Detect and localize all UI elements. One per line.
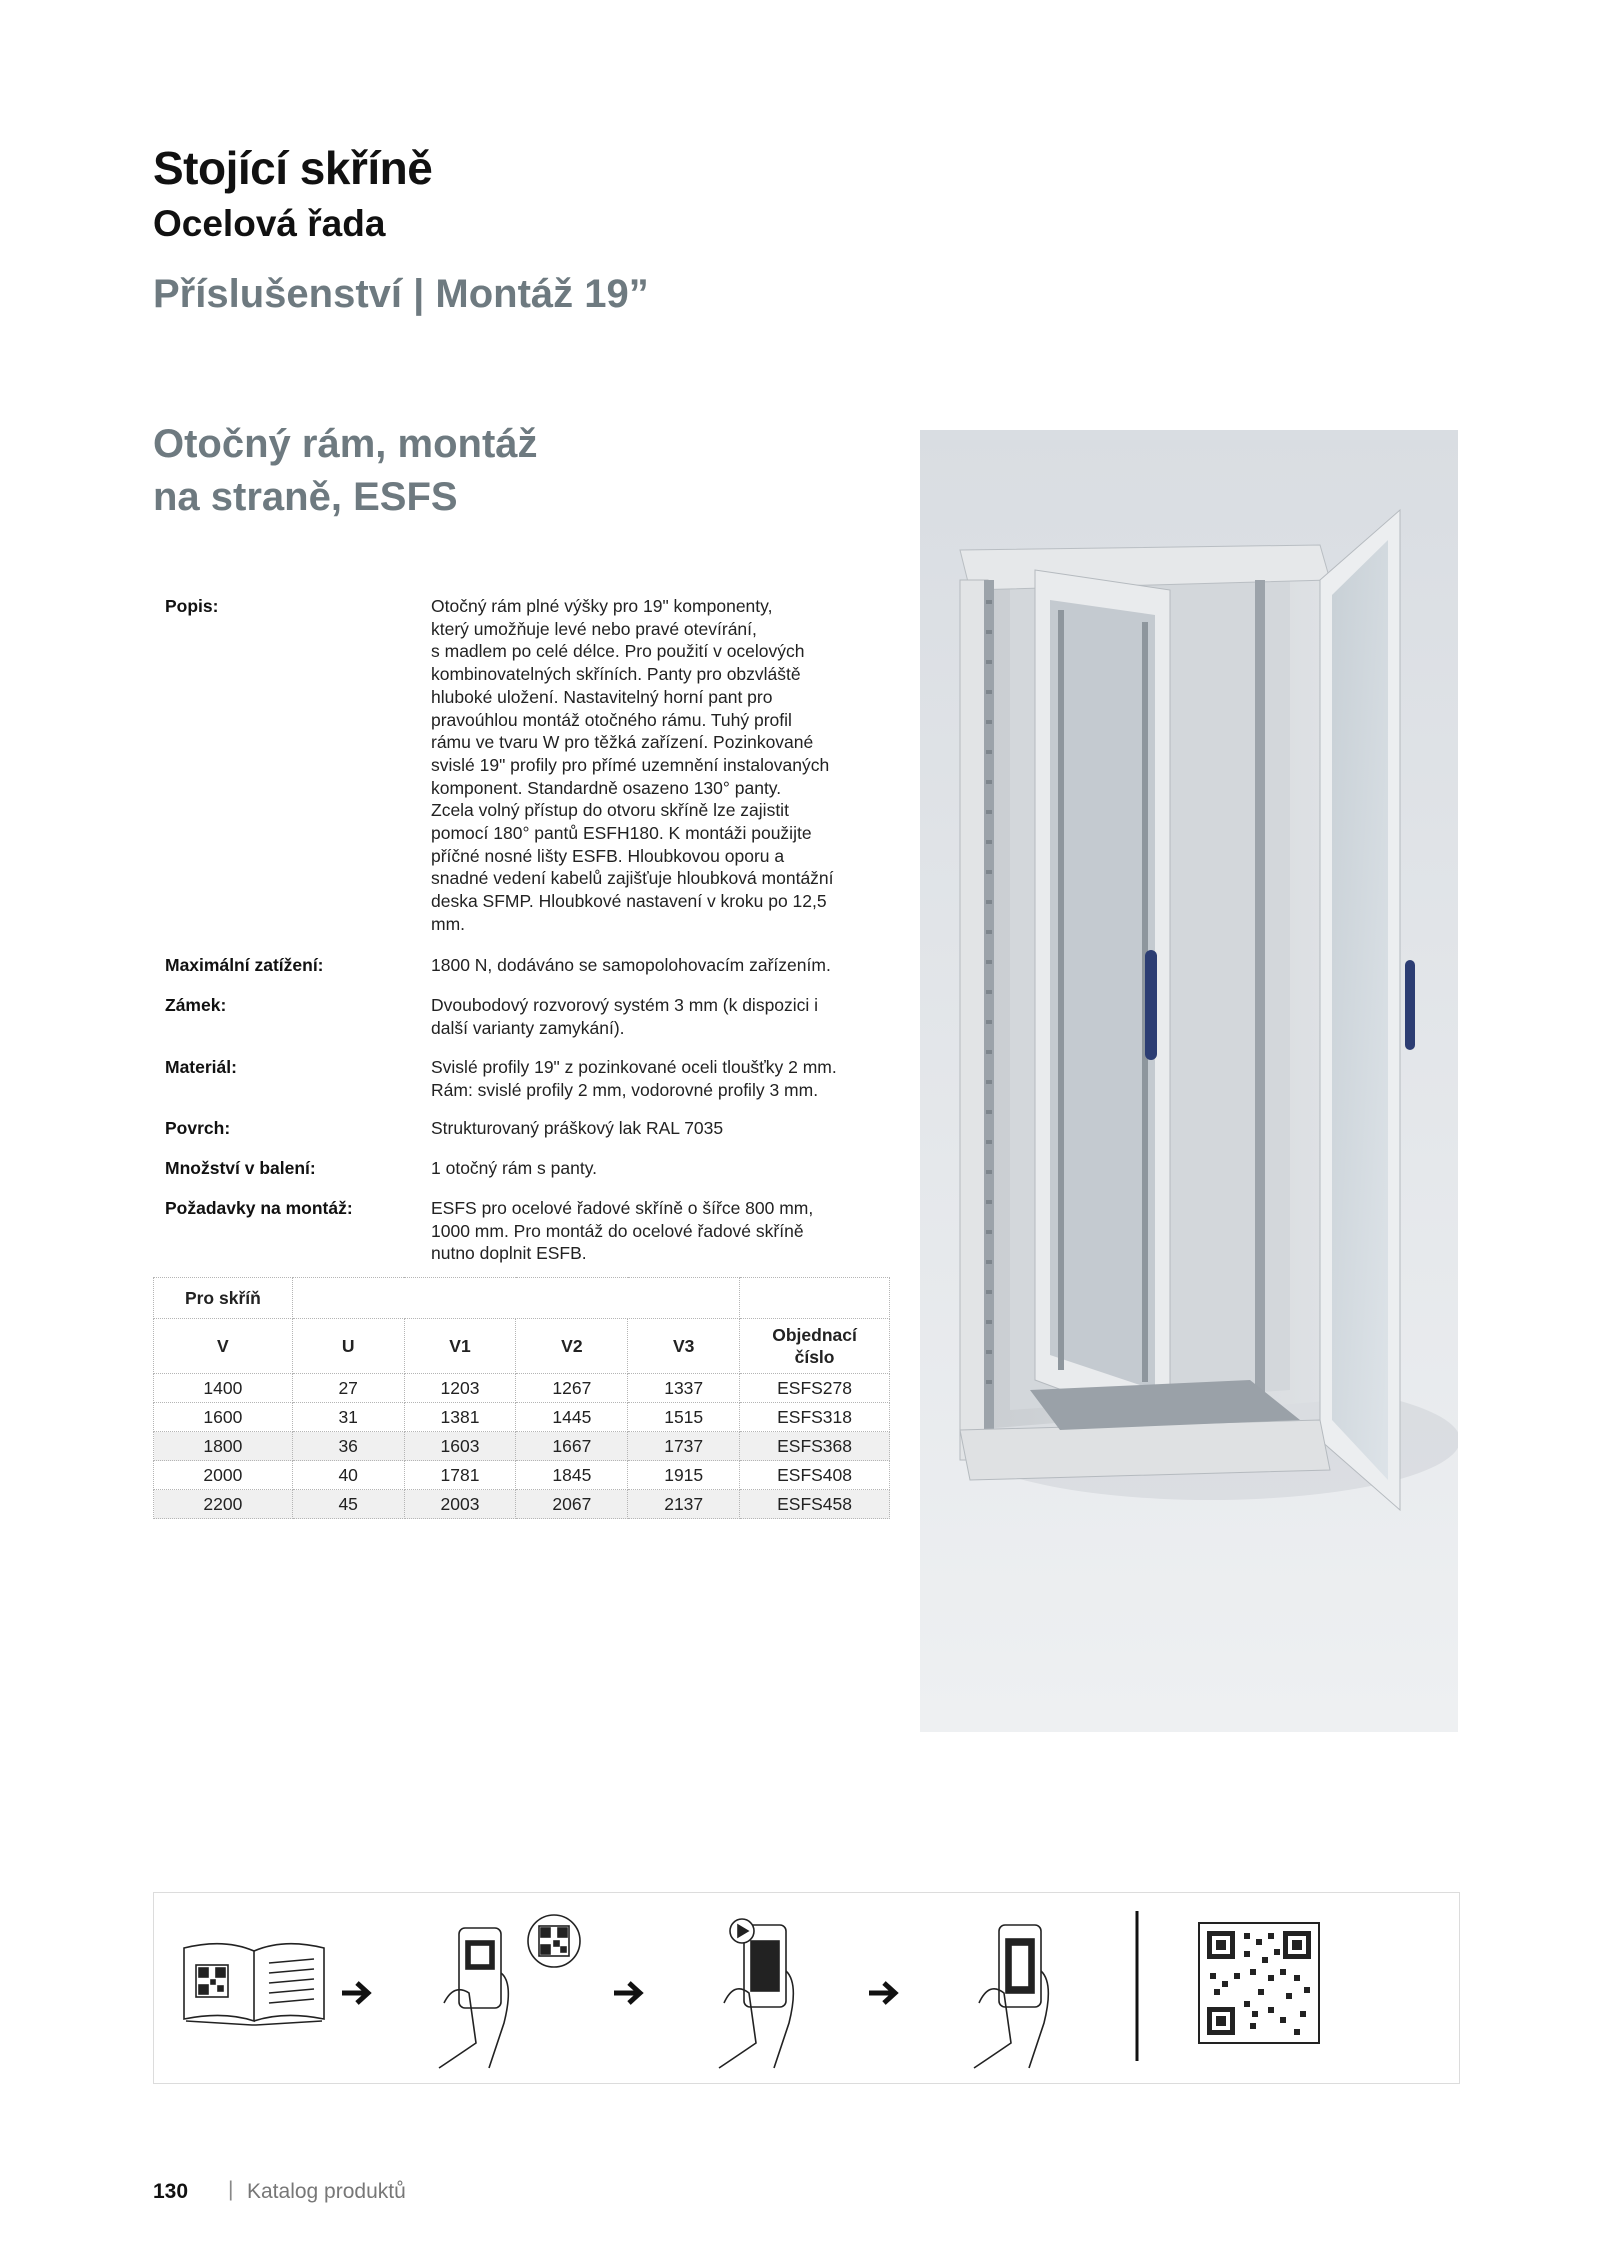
- table-cell: 1381: [404, 1403, 516, 1432]
- text-line: hluboké uložení. Nastavitelný horní pant pro: [431, 686, 773, 707]
- column-header: V1: [404, 1319, 516, 1374]
- text-line: snadné vedení kabelů zajišťuje hloubková montážní: [431, 868, 834, 889]
- text-line: s madlem po celé délce. Pro použití v ocelových: [431, 641, 805, 662]
- table-cell: 27: [292, 1374, 404, 1403]
- product-title-line1: Otočný rám, montáž: [153, 422, 538, 466]
- spec-value: [431, 954, 871, 977]
- text-line: ESFS pro ocelové řadové skříně o šířce 800 mm,: [431, 1198, 814, 1218]
- text-line: Rám: svislé profily 2 mm, vodorovné profily 3 mm.: [431, 1079, 819, 1100]
- spec-label: Požadavky na montáž:: [165, 1198, 353, 1218]
- table-cell: 2003: [404, 1490, 516, 1519]
- text-line: Svislé profily 19" z pozinkované oceli tloušťky 2 mm.: [431, 1057, 837, 1077]
- table-cell: 1267: [516, 1374, 628, 1403]
- spec-value: [431, 1157, 871, 1180]
- footer-label: Katalog produktů: [247, 2180, 406, 2203]
- text-line: deska SFMP. Hloubkové nastavení v kroku po 12,5: [431, 891, 827, 912]
- spec-value: [431, 994, 871, 1039]
- table-cell: ESFS278: [740, 1374, 890, 1403]
- text-line: Zcela volný přístup do otvoru skříně lze zajistit: [431, 800, 789, 821]
- column-header: V2: [516, 1319, 628, 1374]
- table-cell: 1337: [628, 1374, 740, 1403]
- text-line: svislé 19" profily pro přímé uzemnění instalovaných: [431, 754, 830, 775]
- table-cell: 1400: [154, 1374, 293, 1403]
- column-header: [740, 1319, 890, 1374]
- table-cell: 1781: [404, 1461, 516, 1490]
- table-row: [154, 1432, 890, 1461]
- spec-label: Popis:: [165, 596, 219, 616]
- spec-value: [431, 1197, 871, 1265]
- table-cell: 45: [292, 1490, 404, 1519]
- table-cell: 1515: [628, 1403, 740, 1432]
- text-line: další varianty zamykání).: [431, 1017, 625, 1038]
- text-line: příčné nosné lišty ESFB. Hloubkovou oporu a: [431, 845, 785, 866]
- page-number: 130: [153, 2180, 189, 2203]
- empty-cell: [740, 1278, 890, 1319]
- table-cell: 1445: [516, 1403, 628, 1432]
- table-cell: ESFS458: [740, 1490, 890, 1519]
- table-cell: 1603: [404, 1432, 516, 1461]
- empty-cell: [292, 1278, 739, 1319]
- table-cell: 1845: [516, 1461, 628, 1490]
- table-cell: 1737: [628, 1432, 740, 1461]
- spec-label: Zámek:: [165, 995, 227, 1015]
- table-cell: ESFS408: [740, 1461, 890, 1490]
- spec-value: [431, 1117, 871, 1140]
- text-line: který umožňuje levé nebo pravé otevírání,: [431, 618, 757, 639]
- table-cell: ESFS368: [740, 1432, 890, 1461]
- text-line: kombinovatelných skříních. Panty pro obzvláště: [431, 664, 801, 685]
- text-line: Otočný rám plné výšky pro 19" komponenty,: [431, 596, 773, 616]
- arrow-right-icon: [342, 1983, 368, 2003]
- page-subtitle: Ocelová řada: [153, 203, 386, 244]
- footer-separator: |: [228, 2178, 234, 2201]
- column-header-line: číslo: [794, 1347, 835, 1367]
- table-row: [154, 1374, 890, 1403]
- spec-label: Materiál:: [165, 1057, 237, 1077]
- text-line: 1800 N, dodáváno se samopolohovacím zařízením.: [431, 955, 831, 975]
- table-cell: 2067: [516, 1490, 628, 1519]
- table-cell: 1600: [154, 1403, 293, 1432]
- table-cell: 2000: [154, 1461, 293, 1490]
- table-cell: 31: [292, 1403, 404, 1432]
- table-cell: 1667: [516, 1432, 628, 1461]
- product-title-line2: na straně, ESFS: [153, 475, 458, 519]
- table-row: [154, 1403, 890, 1432]
- table-cell: 1800: [154, 1432, 293, 1461]
- text-line: pravoúhlou montáž otočného rámu. Tuhý profil: [431, 709, 792, 730]
- dimension-table: [153, 1277, 890, 1519]
- text-line: Strukturovaný práškový lak RAL 7035: [431, 1118, 724, 1138]
- column-header: V: [154, 1319, 293, 1374]
- product-title: [153, 418, 673, 524]
- text-line: mm.: [431, 913, 466, 934]
- spec-label: Povrch:: [165, 1118, 231, 1138]
- column-header: U: [292, 1319, 404, 1374]
- table-cell: ESFS318: [740, 1403, 890, 1432]
- text-line: rámu ve tvaru W pro těžká zařízení. Pozinkované: [431, 732, 814, 753]
- text-line: 1 otočný rám s panty.: [431, 1158, 598, 1178]
- column-header-line: Objednací: [772, 1325, 857, 1345]
- table-cell: 1203: [404, 1374, 516, 1403]
- table-cell: 2137: [628, 1490, 740, 1519]
- table-cell: 1915: [628, 1461, 740, 1490]
- spec-label: Maximální zatížení:: [165, 955, 324, 975]
- table-cell: 36: [292, 1432, 404, 1461]
- text-line: komponent. Standardně osazeno 130° panty.: [431, 777, 782, 798]
- qr-code: [1199, 1923, 1319, 2043]
- table-row: [154, 1490, 890, 1519]
- spec-value: [431, 595, 871, 936]
- text-line: nutno doplnit ESFB.: [431, 1243, 587, 1264]
- spec-value: [431, 1056, 871, 1101]
- table-cell: 2200: [154, 1490, 293, 1519]
- text-line: 1000 mm. Pro montáž do ocelové řadové skříně: [431, 1220, 804, 1241]
- phone-scan-qr-icon: [439, 1915, 580, 2068]
- spec-label: Množství v balení:: [165, 1158, 316, 1178]
- phone-video-icon: [719, 1919, 793, 2068]
- cabinet-photo: [920, 430, 1458, 1732]
- arrow-right-icon: [869, 1983, 895, 2003]
- text-line: pomocí 180° pantů ESFH180. K montáži použijte: [431, 823, 812, 844]
- group-header-cell: Pro skříň: [154, 1278, 293, 1319]
- table-cell: 40: [292, 1461, 404, 1490]
- table-row: [154, 1461, 890, 1490]
- phone-hand-icon: [974, 1925, 1048, 2068]
- text-line: Dvoubodový rozvorový systém 3 mm (k dispozici i: [431, 995, 819, 1015]
- open-book-qr-icon: [184, 1944, 324, 2025]
- column-header: V3: [628, 1319, 740, 1374]
- arrow-right-icon: [614, 1983, 640, 2003]
- qr-info-strip: [153, 1892, 1460, 2084]
- section-title: Příslušenství | Montáž 19”: [153, 272, 649, 316]
- page-title: Stojící skříně: [153, 142, 433, 194]
